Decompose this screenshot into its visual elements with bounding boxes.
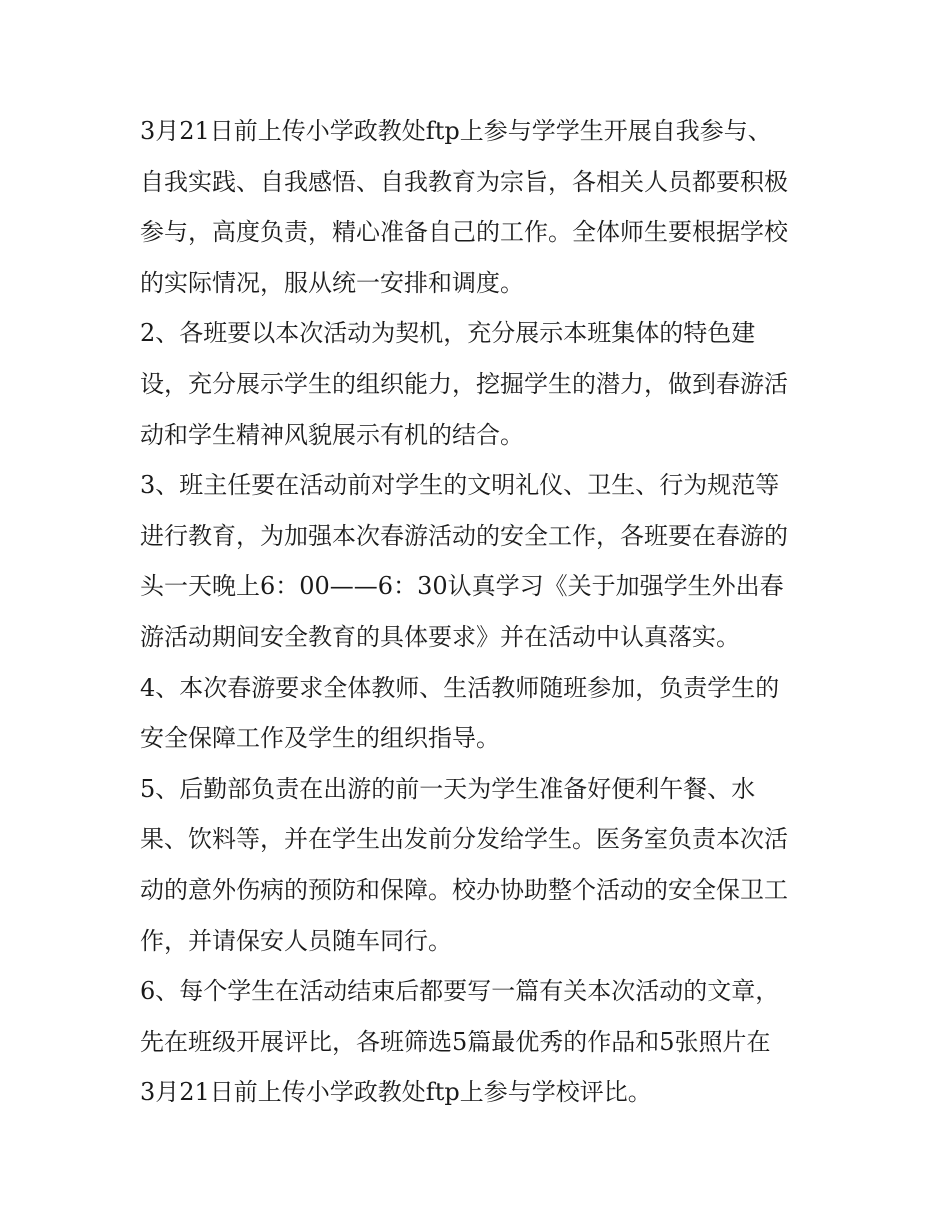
text-line: 安全保障工作及学生的组织指导。 (140, 724, 500, 753)
text-line: 2、各班要以本次活动为契机，充分展示本班集体的特色建 (140, 319, 756, 348)
text-line: 自我实践、自我感悟、自我教育为宗旨，各相关人员都要积极 (140, 167, 788, 196)
text-line: 3月21日前上传小学政教处ftp上参与学校评比。 (140, 1078, 652, 1107)
text-line: 果、饮料等，并在学生出发前分发给学生。医务室负责本次活 (140, 825, 788, 854)
text-line: 动的意外伤病的预防和保障。校办协助整个活动的安全保卫工 (140, 875, 788, 904)
text-line: 动和学生精神风貌展示有机的结合。 (140, 420, 524, 449)
text-line: 作，并请保安人员随车同行。 (140, 926, 452, 955)
text-line: 3、班主任要在活动前对学生的文明礼仪、卫生、行为规范等 (140, 471, 780, 500)
text-line: 4、本次春游要求全体教师、生活教师随班参加，负责学生的 (140, 673, 780, 702)
text-line: 游活动期间安全教育的具体要求》并在活动中认真落实。 (140, 622, 740, 651)
text-line: 5、后勤部负责在出游的前一天为学生准备好便利午餐、水 (140, 774, 756, 803)
text-line: 设，充分展示学生的组织能力，挖掘学生的潜力，做到春游活 (140, 369, 788, 398)
text-line: 先在班级开展评比，各班筛选5篇最优秀的作品和5张照片在 (140, 1027, 771, 1056)
text-line: 头一天晚上6：00——6：30认真学习《关于加强学生外出春 (140, 572, 784, 601)
text-line: 参与，高度负责，精心准备自己的工作。全体师生要根据学校 (140, 218, 788, 247)
text-line: 进行教育，为加强本次春游活动的安全工作，各班要在春游的 (140, 521, 788, 550)
text-line: 6、每个学生在活动结束后都要写一篇有关本次活动的文章， (140, 977, 780, 1006)
document-body (140, 106, 820, 1118)
text-line: 的实际情况，服从统一安排和调度。 (140, 268, 524, 297)
text-line: 3月21日前上传小学政教处ftp上参与学学生开展自我参与、 (140, 117, 772, 145)
